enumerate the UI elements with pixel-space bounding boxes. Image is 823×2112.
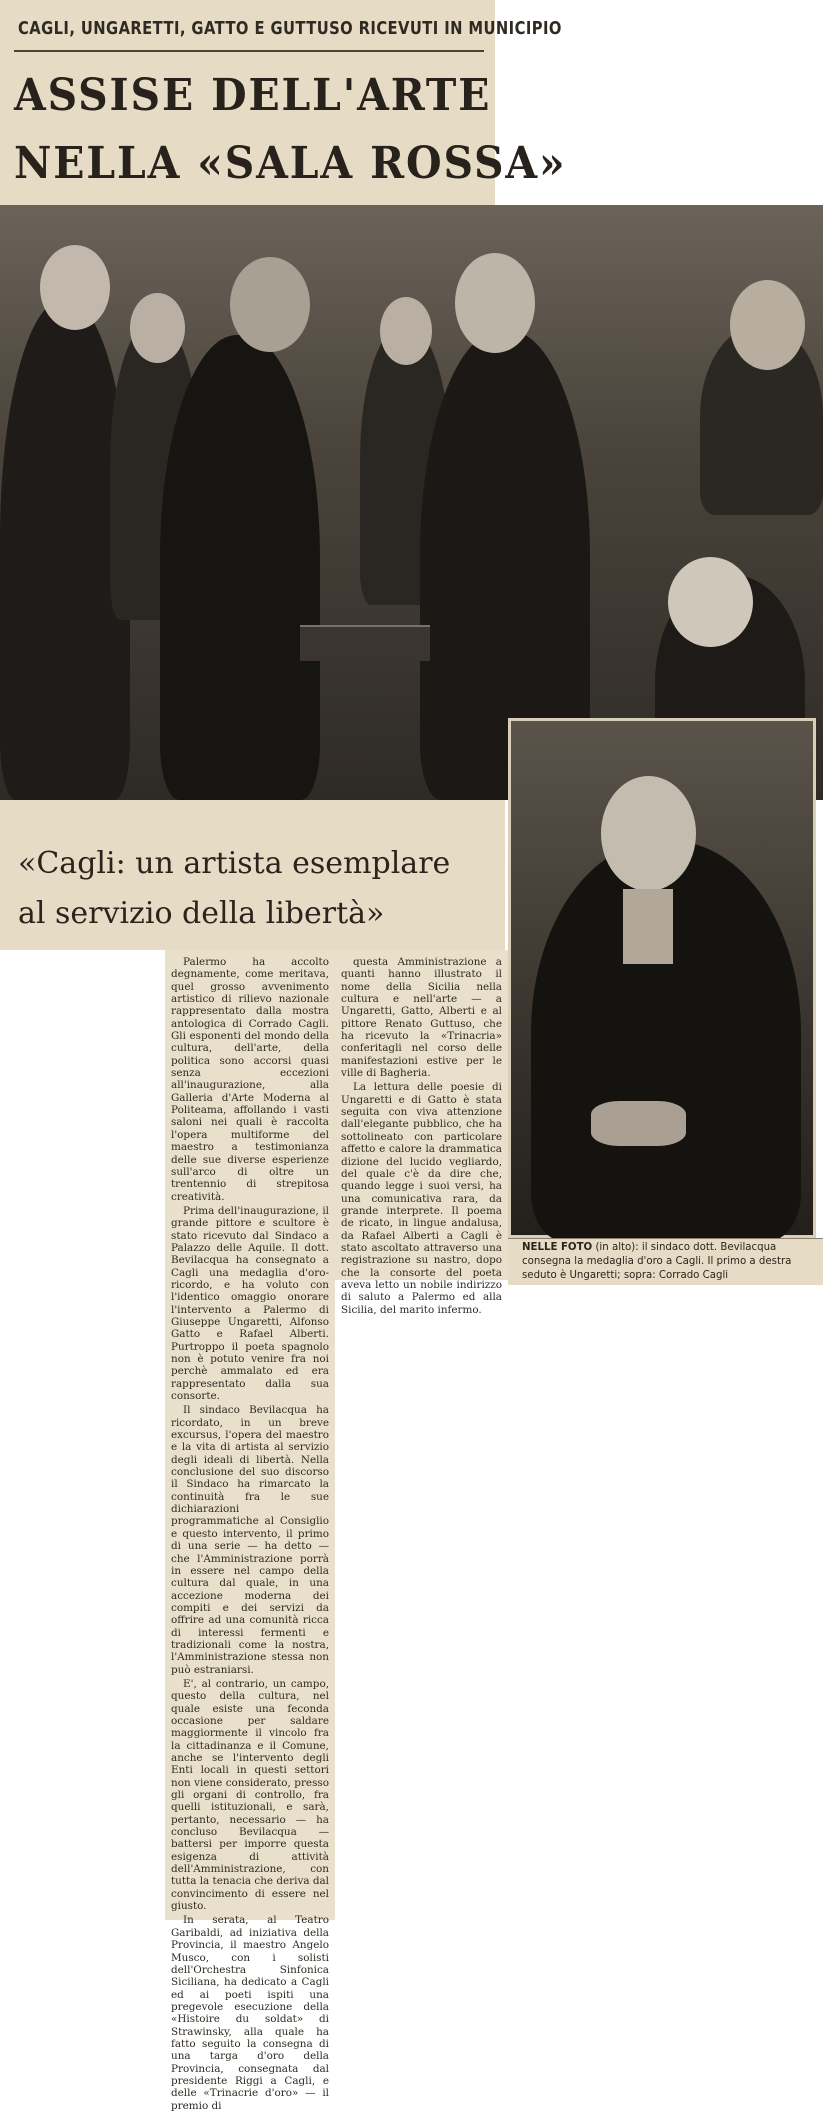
article-column-1 [165, 950, 335, 2112]
article-column-2 [335, 950, 508, 1316]
kicker-title: CAGLI, UNGARETTI, GATTO E GUTTUSO RICEVUTI IN MUNICIPIO [18, 18, 562, 39]
paragraph: Il sindaco Bevilacqua ha ricordato, in un breve excursus, l'opera del maestro e la vita di artista al servizio degli ideali di libertà. Nella conclusione del suo discorso il Sindaco ha rimarcato la continuità fra le sue dichiarazioni programmatiche al Consiglio e questo intervento, il primo di una serie — ha detto — che l'Amministrazione porrà in essere nel campo della cultura dal quale, in una accezione moderna dei compiti e dei servizi da offrire ad una comunità ricca di interessi fermenti e tradizionali come la nostra, l'Amministrazione stessa non può estraniarsi. [171, 1404, 329, 1676]
photo-table [300, 625, 430, 661]
portrait-hands [591, 1101, 686, 1146]
portrait-head [601, 776, 696, 891]
caption-lead: NELLE FOTO [522, 1242, 593, 1253]
portrait-shirt [623, 889, 673, 964]
photo-head [230, 257, 310, 352]
subhead-line-2: al servizio della libertà» [18, 896, 385, 931]
photo-head [40, 245, 110, 330]
photo-head [130, 293, 185, 363]
kicker-band [0, 0, 562, 60]
photo-head [668, 557, 753, 647]
paragraph: Palermo ha accolto degnamente, come meritava, quel grosso avvenimento artistico di rilievo nazionale rappresentato dalla mostra antologica di Corrado Cagli. Gli esponenti del mondo della cultura, dell'arte, della politica sono accorsi quasi senza eccezioni all'inaugurazione, alla Galleria d'Arte Moderna al Politeama, affollando i vasti saloni nei quali è raccolta l'opera multiforme del maestro a testimonianza delle sue diverse esperienze sull'arco di oltre un trentennio di strepitosa creatività. [171, 956, 329, 1203]
kicker-rule [14, 50, 484, 52]
photo-figure [160, 335, 320, 800]
headline-line-1: ASSISE DELL'ARTE [14, 70, 492, 121]
paragraph: In serata, al Teatro Garibaldi, ad iniziativa della Provincia, il maestro Angelo Musco, con i solisti dell'Orchestra Sinfonica Siciliana, ha dedicato a Cagli ed ai poeti ispiti una pregevole esecuzione della «Histoire du soldat» di Strawinsky, alla quale ha fatto seguito la consegna di una targa d'oro della Provincia, consegnata dal presidente Riggi a Cagli, e delle «Trinacrie d'oro» — il premio di [171, 1914, 329, 2112]
caption-text: (in alto): il sindaco dott. Bevilacqua consegna la medaglia d'oro a Cagli. Il primo a destra seduto è Ungaretti; sopra: Corrado Cagli [522, 1242, 792, 1281]
photo-head [455, 253, 535, 353]
photo-head [380, 297, 432, 365]
photo-head [730, 280, 805, 370]
portrait-photo [508, 718, 816, 1238]
photo-caption-box [508, 1238, 823, 1285]
paragraph: questa Amministrazione a quanti hanno illustrato il nome della Sicilia nella cultura e nell'arte — a Ungaretti, Gatto, Alberti e al pittore Renato Guttuso, che ha ricevuto la «Trinacria» conferitagli nel corso delle manifestazioni estive per le ville di Bagheria. [341, 956, 502, 1080]
photo-caption [522, 1241, 818, 1283]
headline-band [0, 60, 567, 210]
subhead-band [0, 800, 505, 950]
paragraph: La lettura delle poesie di Ungaretti e di Gatto è stata seguita con viva attenzione dall'elegante pubblico, che ha sottolineato con particolare affetto e calore la drammatica dizione del lucido vegliardo, del quale c'è da dire che, quando legge i suoi versi, ha una comunicativa rara, da grande interprete. Il poema de ricato, in lingue andalusa, da Rafael Alberti a Cagli è stato ascoltato attraverso una registrazione su nastro, dopo che la consorte del poeta aveva letto un nobile indirizzo di saluto a Palermo ed alla Sicilia, del marito infermo. [341, 1081, 502, 1316]
headline-line-2: NELLA «SALA ROSSA» [14, 138, 567, 189]
paragraph: E', al contrario, un campo, questo della cultura, nel quale esiste una feconda occasione per saldare maggiormente il vincolo fra la cittadinanza e il Comune, anche se l'intervento degli Enti locali in questi settori non viene considerato, presso gli organi di controllo, fra quelli istituzionali, e sarà, pertanto, necessario — ha concluso Bevilacqua — battersi per imporre questa esigenza di attività dell'Amministrazione, con tutta la tenacia che deriva dal convincimento di essere nel giusto. [171, 1677, 329, 1913]
subhead-line-1: «Cagli: un artista esemplare [18, 846, 451, 881]
paragraph: Prima dell'inaugurazione, il grande pittore e scultore è stato ricevuto dal Sindaco a Palazzo delle Aquile. Il dott. Bevilacqua ha consegnato a Cagli una medaglia d'oro-ricordo, e ha voluto con l'identico omaggio onorare l'intervento a Palermo di Giuseppe Ungaretti, Alfonso Gatto e Rafael Alberti. Purtroppo il poeta spagnolo non è potuto venire fra noi perchè ammalato ed era rappresentato dalla sua consorte. [171, 1204, 329, 1403]
main-photo [0, 205, 823, 800]
